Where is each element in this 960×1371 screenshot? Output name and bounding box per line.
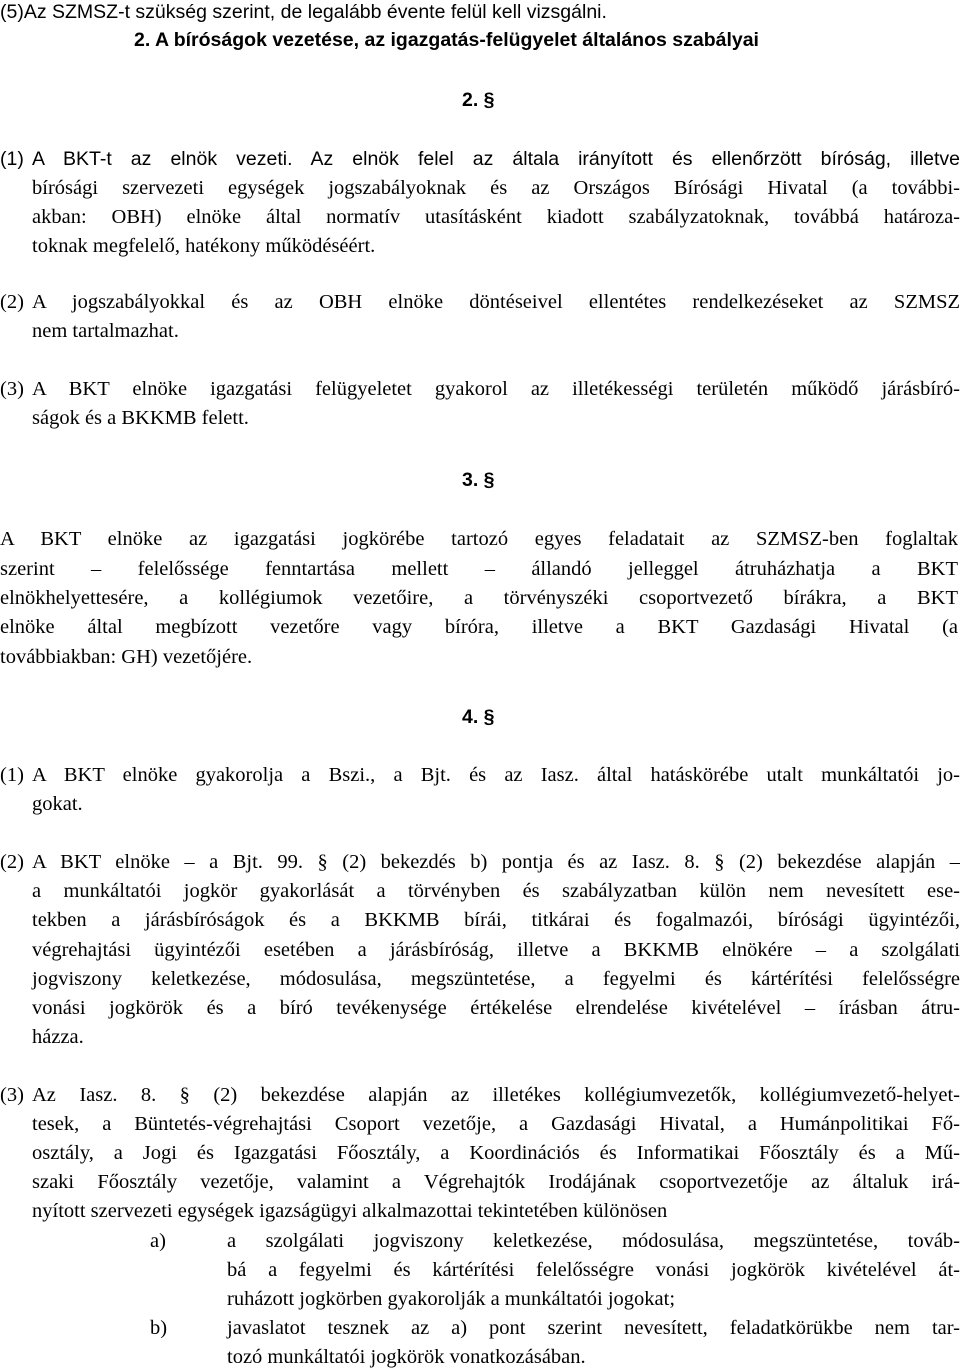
sec2-p1-line-4: toknak megfelelő, hatékony működéséért. <box>32 235 376 257</box>
sec4-p1-number: (1) <box>0 764 24 786</box>
sec4-p3-line-1: Az Iasz. 8. § (2) bekezdése alapján az illetékes kollégiumvezetők, kollégiumvezető-helyet- <box>32 1084 960 1106</box>
sec4-p2-number: (2) <box>0 851 24 873</box>
list-item-a-line-2: bá a fegyelmi és kártérítési felelősségre vonási jogkörök kivételével át- <box>227 1259 960 1281</box>
sec2-p3-number: (3) <box>0 378 24 400</box>
sec4-p3-number: (3) <box>0 1084 24 1106</box>
sec2-p1-number: (1) <box>0 148 24 170</box>
sec2-p3-line-1: A BKT elnöke igazgatási felügyeletet gyakorol az illetékességi területén működő járásbíró- <box>32 378 960 400</box>
sec4-p2-line-1: A BKT elnöke – a Bjt. 99. § (2) bekezdés b) pontja és az Iasz. 8. § (2) bekezdése alapján – <box>32 851 960 873</box>
list-item-b-label: b) <box>150 1317 168 1339</box>
sec4-p3-line-4: szaki Főosztály vezetője, valamint a Végrehajtók Irodájának csoportvezetője az általuk irá- <box>32 1171 960 1193</box>
sec2-p2-line-2: nem tartalmazhat. <box>32 320 179 342</box>
sec3-line-3: elnökhelyettesére, a kollégiumok vezetőire, a törvényszéki csoportvezető bírákra, a BKT <box>0 587 958 609</box>
sec4-p2-line-2: a munkáltatói jogkör gyakorlását a törvényben és szabályzatban külön nem nevesített ese- <box>32 880 960 902</box>
sec4-p2-line-7: házza. <box>32 1026 84 1048</box>
sec3-line-5: továbbiakban: GH) vezetőjére. <box>0 646 253 668</box>
list-item-a-line-1: a szolgálati jogviszony keletkezése, módosulása, megszüntetése, továb- <box>227 1230 960 1252</box>
sec2-p2-line-1: A jogszabályokkal és az OBH elnöke döntéseivel ellentétes rendelkezéseket az SZMSZ <box>32 291 960 313</box>
section-3-title: 3. § <box>462 469 495 491</box>
sec3-line-4: elnöke által megbízott vezetőre vagy bíróra, illetve a BKT Gazdasági Hivatal (a <box>0 616 958 638</box>
sec2-p1-line-3: akban: OBH) elnöke által normatív utasításként kiadott szabályzatoknak, továbbá határoza- <box>32 206 960 228</box>
sec3-line-2: szerint – felelőssége fenntartása mellett – állandó jelleggel átruházhatja a BKT <box>0 558 958 580</box>
sec2-p1-line-2: bírósági szervezeti egységek jogszabályoknak és az Országos Bírósági Hivatal (a további- <box>32 177 960 199</box>
sec4-p3-line-3: osztály, a Jogi és Igazgatási Főosztály, a Koordinációs és Informatikai Főosztály és a Mű- <box>32 1142 960 1164</box>
sec4-p1-line-2: gokat. <box>32 793 83 815</box>
list-item-a-line-3: ruházott jogkörben gyakorolják a munkáltatói jogokat; <box>227 1288 676 1310</box>
sec2-p3-line-2: ságok és a BKKMB felett. <box>32 407 249 429</box>
sec2-p1-line-1: A BKT-t az elnök vezeti. Az elnök felel az általa irányított és ellenőrzött bíróság, illetve <box>32 148 960 170</box>
list-item-b-line-2: tozó munkáltatói jogkörök vonatkozásában. <box>227 1346 586 1368</box>
paragraph-5-text: (5)Az SZMSZ-t szükség szerint, de legalább évente felül kell vizsgálni. <box>0 1 607 23</box>
section-2-title: 2. § <box>462 89 495 111</box>
sec4-p2-line-5: jogviszony keletkezése, módosulása, megszüntetése, a fegyelmi és kártérítési felelősségre <box>32 968 960 990</box>
section-4-title: 4. § <box>462 706 495 728</box>
list-item-a-label: a) <box>150 1230 166 1252</box>
sec4-p2-line-4: végrehajtási ügyintézői esetében a járásbíróság, illetve a BKKMB elnökére – a szolgálati <box>32 939 960 961</box>
sec3-line-1: A BKT elnöke az igazgatási jogkörébe tartozó egyes feladatait az SZMSZ-ben foglaltak <box>0 528 958 550</box>
sec4-p3-line-5: nyított szervezeti egységek igazságügyi alkalmazottai tekintetében különösen <box>32 1200 668 1222</box>
sec4-p3-line-2: tesek, a Büntetés-végrehajtási Csoport vezetője, a Gazdasági Hivatal, a Humánpolitikai Fő- <box>32 1113 960 1135</box>
chapter-heading: 2. A bíróságok vezetése, az igazgatás-felügyelet általános szabályai <box>134 29 759 51</box>
sec2-p2-number: (2) <box>0 291 24 313</box>
sec4-p2-line-6: vonási jogkörök és a bíró tevékenysége értékelése elrendelése kivételével – írásban átru- <box>32 997 960 1019</box>
sec4-p1-line-1: A BKT elnöke gyakorolja a Bszi., a Bjt. és az Iasz. által hatáskörébe utalt munkáltatói jo- <box>32 764 960 786</box>
list-item-b-line-1: javaslatot tesznek az a) pont szerint nevesített, feladatkörükbe nem tar- <box>227 1317 960 1339</box>
sec4-p2-line-3: tekben a járásbíróságok és a BKKMB bírái, titkárai és fogalmazói, bírósági ügyintézői, <box>32 909 960 931</box>
